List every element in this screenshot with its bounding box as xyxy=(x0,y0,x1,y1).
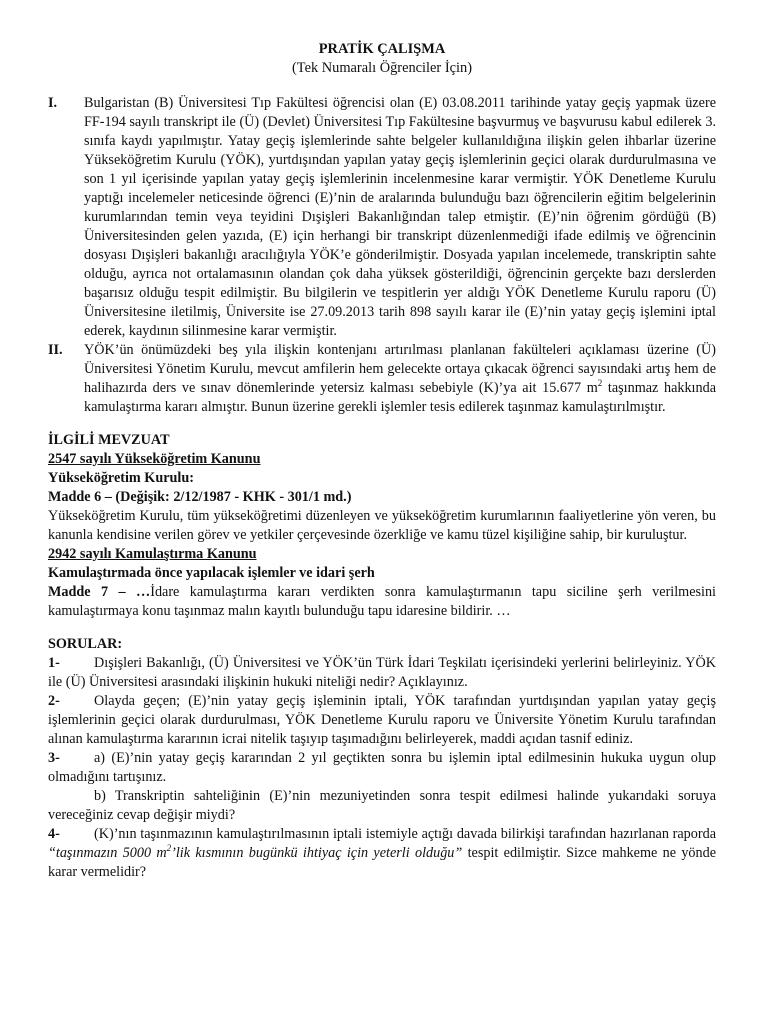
law-article-text: Yükseköğretim Kurulu, tüm yükseköğretimi düzenleyen ve yükseköğretim kurumlarının faaliyetlerine yön veren, bu kanunla kendisine verilen görev ve yetkiler çerçevesinde özerkliğe ve kamu tüzel kişiliğine sahip, bir kuruluştur. xyxy=(48,508,716,543)
case-number: II. xyxy=(48,342,63,358)
question-text: Olayda geçen; (E)’nin yatay geçiş işleminin iptali, YÖK tarafından yurtdışından yapılan yatay geçiş işlemlerinin geçici olarak durdurulması, YÖK Denetleme Kurulu raporu ve Üniversite Yönetim Kurulu tarafından alınan kamulaştırma kararının icrai nitelik taşıyıp taşımadığını belirleyerek, maddi açıdan tasnif ediniz. xyxy=(48,693,716,747)
questions-section xyxy=(48,635,716,882)
law-section-title: Kamulaştırmada önce yapılacak işlemler ve idari şerh xyxy=(48,565,375,581)
page-subtitle: (Tek Numaralı Öğrenciler İçin) xyxy=(292,60,472,76)
legislation-section xyxy=(48,431,716,621)
case-text-part: YÖK’ün önümüzdeki beş yıla ilişkin kontenjanı artırılması planlanan fakülteleri açıklaması üzerine (Ü) Üniversitesi Yönetim Kurulu, mevcut amfilerin hem gelecekte ortaya çıkacak öğrenci sayısındaki artış hem de halihazırda ders ve sınav dönemlerinde yetersiz kalması sebebiyle (K)’ya ait 15.677 m xyxy=(84,342,716,396)
question-number: 2- xyxy=(48,693,60,709)
question-3a xyxy=(48,749,716,787)
question-number: 1- xyxy=(48,655,60,671)
law-title: 2547 sayılı Yükseköğretim Kanunu xyxy=(48,451,261,467)
law-article-number: Madde 6 – (Değişik: 2/12/1987 - KHK - 301/1 md.) xyxy=(48,489,352,505)
question-text: tespit edilmiştir. Sizce mahkeme ne yönde karar vermelidir? xyxy=(48,845,717,880)
question-1 xyxy=(48,654,716,692)
question-text: a) (E)’nin yatay geçiş kararından 2 yıl geçtikten sonra bu işlemin iptal edilmesinin hukuka uygun olup olmadığını tartışınız. xyxy=(48,750,716,785)
case-text-part: taşınmaz hakkında kamulaştırma kararı almıştır. Bunun üzerine gerekli işlemler tesis edilerek taşınmaz kamulaştırılmıştır. xyxy=(84,380,716,415)
superscript: 2 xyxy=(166,843,172,853)
case-text: Bulgaristan (B) Üniversitesi Tıp Fakültesi öğrencisi olan (E) 03.08.2011 tarihinde yatay geçiş yapmak üzere FF-194 sayılı transkript ile (Ü) (Devlet) Üniversitesi Tıp Fakültesine başvurmuş ve başvurusu kabul edilerek 3. sınıfa kaydı yapılmıştır. Yatay geçiş işlemlerinde sahte belgeler kullanıldığına ilişkin gelen ihbarlar üzerine Yükseköğretim Kurulu (YÖK), yurtdışından yapılan yatay geçiş işlemlerinin geçici olarak durdurulmasına ve son 1 yıl içerisinde yapılan yatay geçiş işlemlerinin incelenmesine karar vermiştir. YÖK Denetleme Kurulu yaptığı incelemeler neticesinde öğrenci (E)’nin de aralarında bulunduğu bazı öğrencilerin eğitim belgelerinin kurumlarından temin veya teyidini Dışişleri Bakanlığından talep etmiştir. (E)’nin öğrenim gördüğü (B) Üniversitesinden gelen yazıda, (E) için herhangi bir transkript düzenlenmediği ifade edilmiş ve öğrencinin dosyası Dışişleri bakanlığı aracılığıyla YÖK’e gönderilmiştir. Dosyada yapılan incelemede, transkriptin sahte olduğu, ayrıca not ortalamasının olandan çok daha yüksek gösterildiği, öğrencinin gerçekte bazı derslerden başarısız olduğu tespit edilmiştir. Bu bilgilerin ve tespitlerin yer aldığı YÖK Denetleme Kurulu raporu (Ü) Üniversitesine iletilmiş, Üniversite ise 27.09.2013 tarih 898 sayılı karar ile (E)’nin yatay geçiş işlemini iptal ederek, kaydının silinmesine karar vermiştir. xyxy=(84,95,716,339)
case-block-2 xyxy=(48,341,716,417)
question-4 xyxy=(48,825,716,882)
question-text: b) Transkriptin sahteliğinin (E)’nin mezuniyetinden sonra tespit edilmesi halinde yukarıdaki soruya vereceğiniz cevap değişir miydi? xyxy=(48,788,716,823)
questions-heading: SORULAR: xyxy=(48,636,123,652)
question-3b xyxy=(48,787,716,825)
case-number: I. xyxy=(48,95,58,111)
case-block-1 xyxy=(48,94,716,341)
quoted-text-part: “taşınmazın 5000 m xyxy=(48,845,167,861)
law-title: 2942 sayılı Kamulaştırma Kanunu xyxy=(48,546,257,562)
question-number: 3- xyxy=(48,750,60,766)
law-article xyxy=(48,583,716,621)
question-text: Dışişleri Bakanlığı, (Ü) Üniversitesi ve YÖK’ün Türk İdari Teşkilatı içerisindeki yerlerini belirleyiniz. YÖK ile (Ü) Üniversitesi arasındaki ilişkinin hukuki niteliği nedir? Açıklayınız. xyxy=(48,655,716,690)
question-text: (K)’nın taşınmazının kamulaştırılmasının iptali istemiyle açtığı davada bilirkişi tarafından hazırlanan raporda xyxy=(94,826,716,842)
law-section-title: Yükseköğretim Kurulu: xyxy=(48,470,194,486)
law-article-text: İdare kamulaştırma kararı verdikten sonra kamulaştırmanın tapu siciline şerh verilmesini kamulaştırmaya konu taşınmaz malın kayıtlı bulunduğu tapu idaresine bildirir. … xyxy=(48,584,717,619)
law-article-number: Madde 7 – … xyxy=(48,584,151,600)
question-number: 4- xyxy=(48,826,60,842)
case-text xyxy=(84,341,716,417)
superscript: 2 xyxy=(597,378,603,388)
question-2 xyxy=(48,692,716,749)
legislation-heading: İLGİLİ MEVZUAT xyxy=(48,432,170,448)
quoted-text xyxy=(48,845,462,861)
page-title: PRATİK ÇALIŞMA xyxy=(318,41,446,57)
quoted-text-part: ’lik kısmının bugünkü ihtiyaç için yeterli olduğu” xyxy=(171,845,463,861)
